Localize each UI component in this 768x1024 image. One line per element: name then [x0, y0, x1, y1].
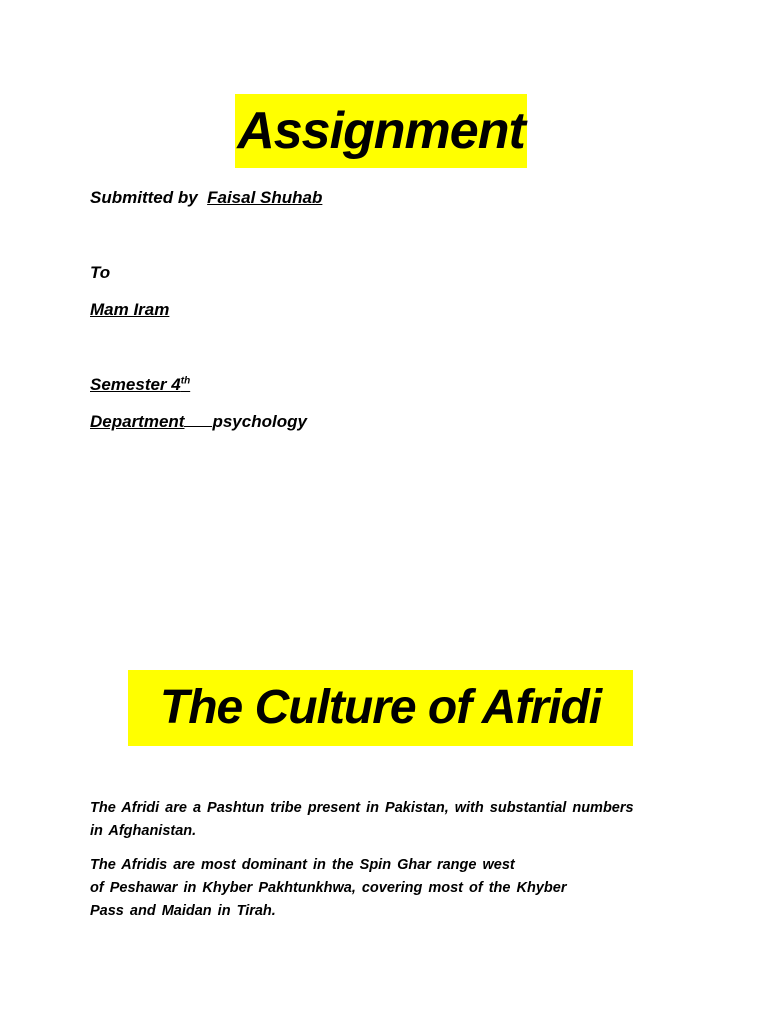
- department-label: Department: [90, 412, 185, 431]
- paragraph-intro: [90, 797, 634, 843]
- department-value: psychology: [212, 412, 307, 431]
- culture-heading: The Culture of Afridi: [128, 670, 633, 746]
- semester-label: Semester 4: [90, 375, 181, 394]
- paragraph-line: Pass and Maidan in Tirah.: [90, 903, 276, 919]
- assignment-title: Assignment: [235, 94, 527, 168]
- department-underline-gap: [184, 412, 212, 427]
- paragraph-location: [90, 854, 566, 923]
- submitted-by-label: Submitted by: [90, 188, 198, 207]
- semester-suffix: th: [180, 375, 191, 387]
- department-line: [90, 412, 307, 432]
- paragraph-line: in Afghanistan.: [90, 823, 197, 839]
- submitter-name: Faisal Shuhab: [207, 188, 323, 207]
- recipient-name: Mam Iram: [90, 300, 170, 319]
- semester-line: [90, 375, 190, 395]
- to-label: To: [90, 263, 111, 282]
- paragraph-line: of Peshawar in Khyber Pakhtunkhwa, covering most of the Khyber: [90, 880, 567, 896]
- paragraph-line: The Afridi are a Pashtun tribe present in Pakistan, with substantial numbers: [90, 800, 634, 816]
- submitted-by-line: [90, 188, 322, 208]
- paragraph-line: The Afridis are most dominant in the Spin Ghar range west: [90, 857, 515, 873]
